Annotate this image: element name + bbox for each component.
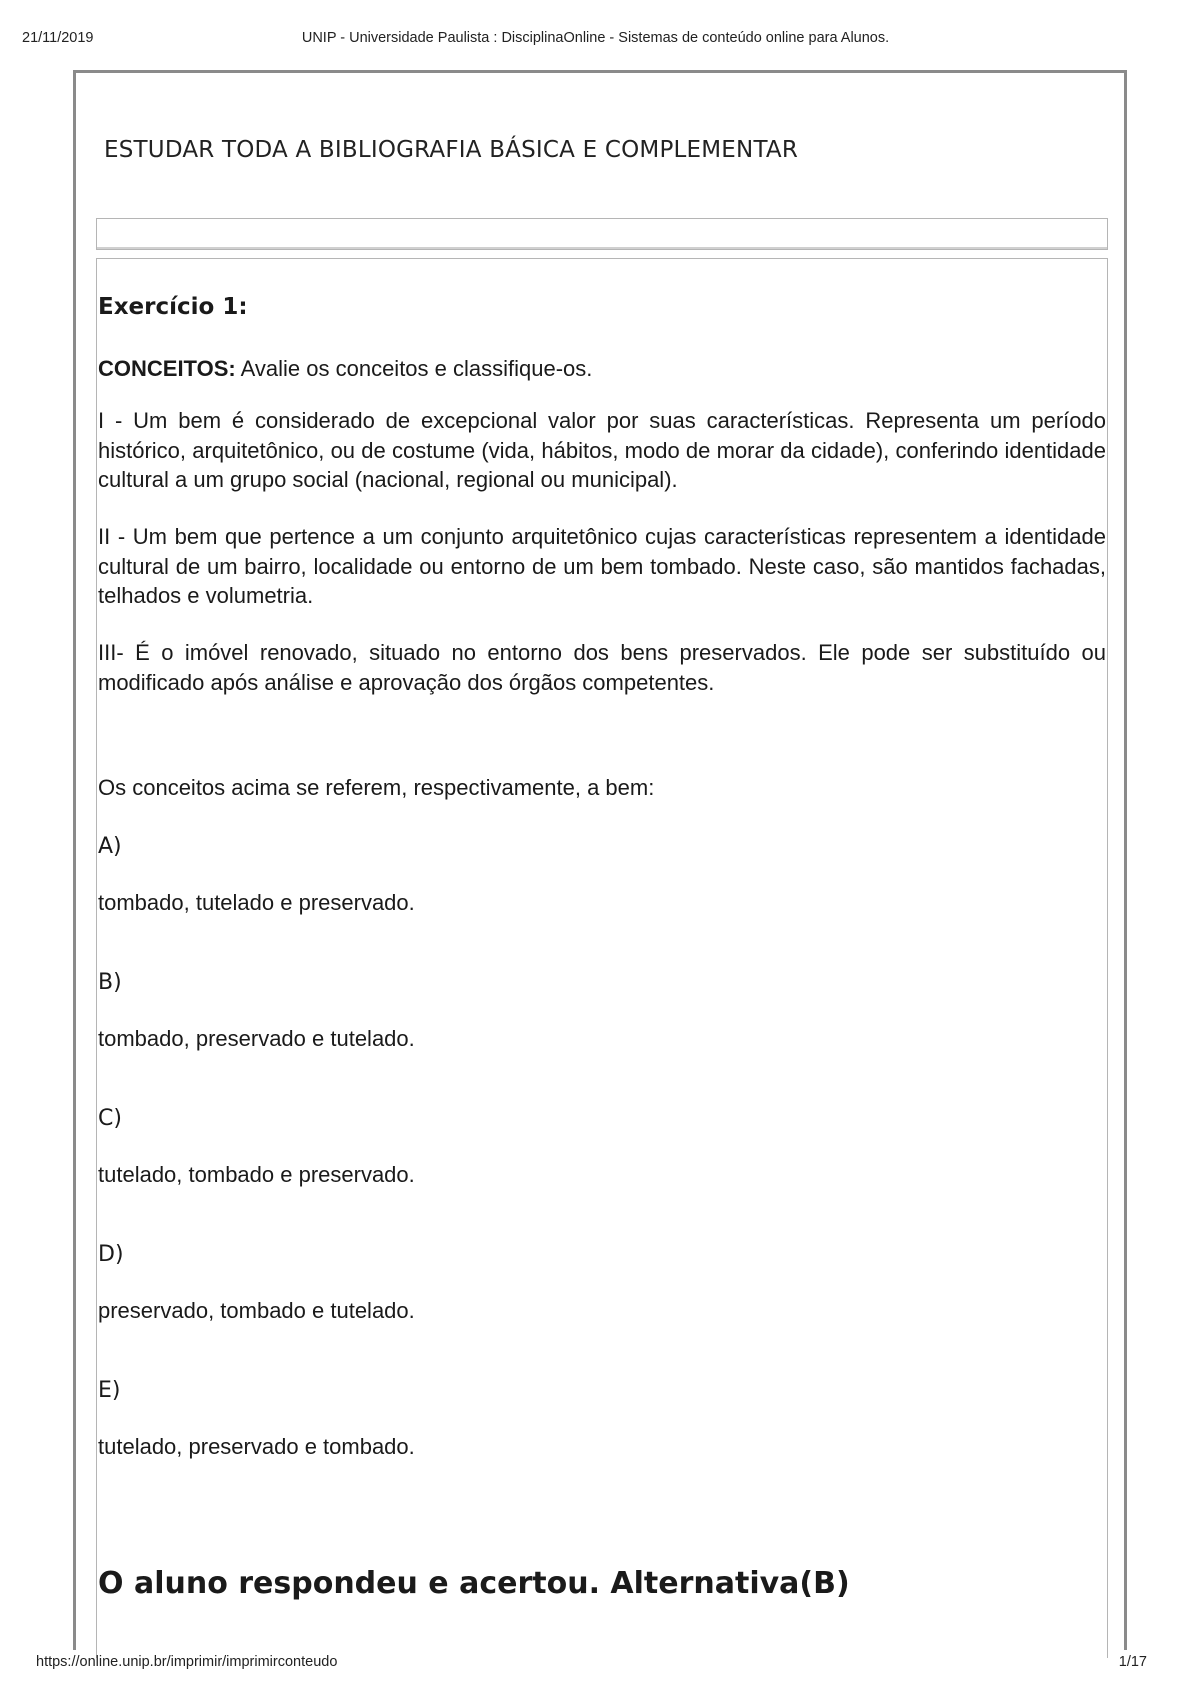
intro-label: CONCEITOS: (98, 356, 236, 381)
option-d-letter: D) (98, 1242, 124, 1267)
answer-result: O aluno respondeu e acertou. Alternativa(B) (98, 1566, 850, 1601)
exercise-title: Exercício 1: (98, 294, 248, 320)
question-intro (98, 354, 1106, 384)
page-number: 1/17 (1118, 1654, 1147, 1670)
empty-panel (96, 218, 1108, 250)
option-a-letter: A) (98, 834, 122, 859)
print-header (0, 30, 1191, 52)
print-date: 21/11/2019 (22, 30, 94, 46)
print-url: https://online.unip.br/imprimir/imprimirconteudo (36, 1654, 338, 1670)
print-page-title: UNIP - Universidade Paulista : DisciplinaOnline - Sistemas de conteúdo online para Alunos. (301, 30, 890, 46)
option-c-text: tutelado, tombado e preservado. (98, 1162, 415, 1187)
option-e-text: tutelado, preservado e tombado. (98, 1434, 415, 1459)
intro-text: Avalie os conceitos e classifique-os. (235, 356, 593, 381)
concept-1: I - Um bem é considerado de excepcional valor por suas características. Representa um período histórico, arquitetônico, ou de costume (vida, hábitos, modo de morar da cidade), conferindo identidade cultural a um grupo social (nacional, regional ou municipal). (98, 408, 1106, 492)
option-c-letter: C) (98, 1106, 122, 1131)
option-a-text: tombado, tutelado e preservado. (98, 890, 415, 915)
option-b-text: tombado, preservado e tutelado. (98, 1026, 415, 1051)
study-note-heading: ESTUDAR TODA A BIBLIOGRAFIA BÁSICA E COMPLEMENTAR (104, 137, 799, 163)
option-e-letter: E) (98, 1378, 121, 1403)
concept-3: III- É o imóvel renovado, situado no entorno dos bens preservados. Ele pode ser substituído ou modificado após análise e aprovação dos órgãos competentes. (98, 640, 1106, 695)
option-b-letter: B) (98, 970, 122, 995)
option-d-text: preservado, tombado e tutelado. (98, 1298, 415, 1323)
question-lead: Os conceitos acima se referem, respectivamente, a bem: (98, 775, 655, 800)
concept-2: II - Um bem que pertence a um conjunto arquitetônico cujas características representem a identidade cultural de um bairro, localidade ou entorno de um bem tombado. Neste caso, são mantidos fachadas, telhados e volumetria. (98, 524, 1106, 608)
